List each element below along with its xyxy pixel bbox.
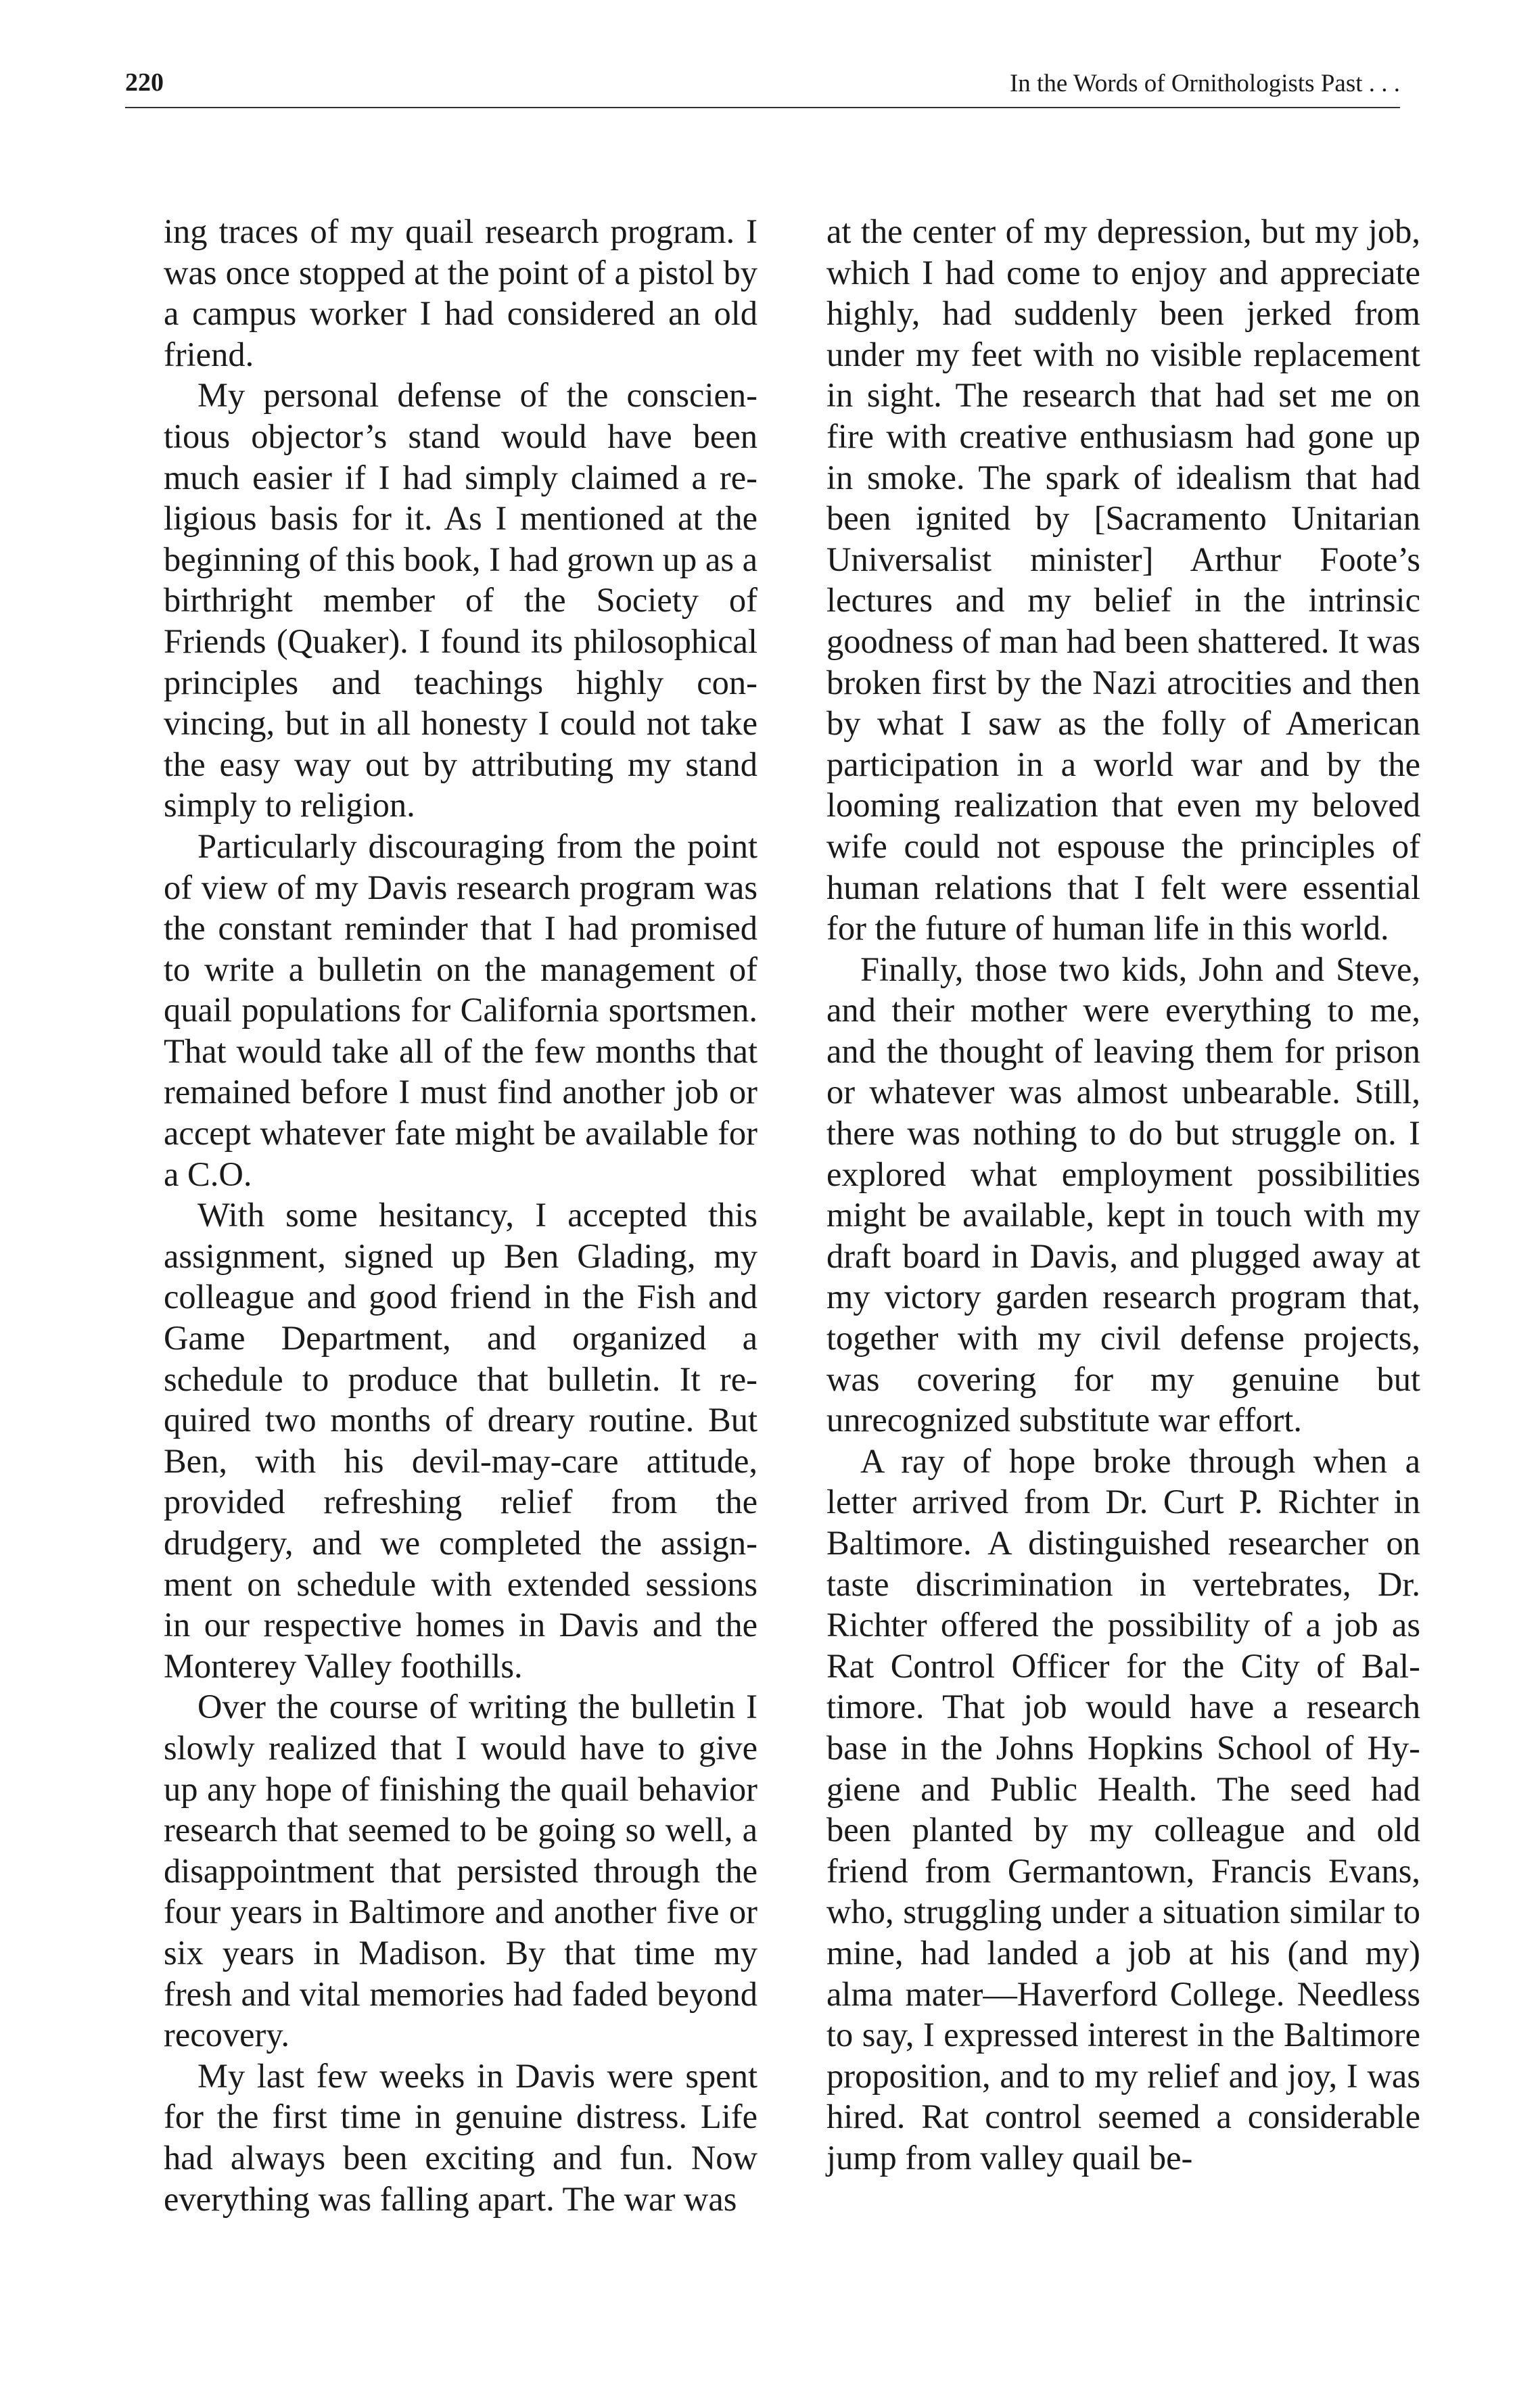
running-head-title: In the Words of Ornithologists Past . . . [1009,70,1400,97]
paragraph: With some hesitancy, I accepted this assignment, signed up Ben Glading, my colleague and good friend in the Fish and Game Department, and organized a schedule to produce that bulletin. It required two months of dreary routine. But Ben, with his devil-may-care attitude, provided refreshing relief from the drudgery, and we completed the assignment on schedule with extended sessions in our respective homes in Davis and the Monterey Valley foothills. [164,1196,758,1685]
paragraph: My last few weeks in Davis were spent for the first time in genuine distress. Life had always been exciting and fun. Now everything was falling apart. The war was [164,2056,758,2218]
running-header [125,65,1400,108]
paragraph: My personal defense of the conscientious objector’s stand would have been much easier if I had simply claimed a religious basis for it. As I mentioned at the beginning of this book, I had grown up as a birthright member of the Society of Friends (Quaker). I found its philosophical principles and teachings highly convincing, but in all honesty I could not take the easy way out by attributing my stand simply to religion. [164,376,758,825]
left-column [164,211,758,2219]
paragraph: ing traces of my quail research program. I was once stopped at the point of a pistol by a campus worker I had considered an old friend. [164,212,758,373]
paragraph: Over the course of writing the bulletin I slowly realized that I would have to give up any hope of finishing the quail behavior research that seemed to be going so well, a disappointment that persisted through the four years in Baltimore and another five or six years in Madison. By that time my fresh and vital memories had faded beyond recovery. [164,1688,758,2054]
right-column [826,211,1420,2179]
paragraph: A ray of hope broke through when a letter arrived from Dr. Curt P. Richter in Baltimore. A distinguished researcher on taste discrimination in vertebrates, Dr. Richter offered the possibility of a job as Rat Control Officer for the City of Baltimore. That job would have a research base in the Johns Hopkins School of Hygiene and Public Health. The seed had been planted by my colleague and old friend from Germantown, Francis Evans, who, struggling under a situation similar to mine, had landed a job at his (and my) alma mater—Haverford College. Needless to say, I expressed interest in the Baltimore proposition, and to my relief and joy, I was hired. Rat control seemed a considerable jump from valley quail be- [826,1441,1420,2177]
paragraph: at the center of my depression, but my job, which I had come to enjoy and appreciate highly, had suddenly been jerked from under my feet with no visible replacement in sight. The research that had set me on fire with creative enthusiasm had gone up in smoke. The spark of idealism that had been ignited by [Sacramento Unitarian Universalist minister] Arthur Foote’s lectures and my belief in the intrinsic goodness of man had been shattered. It was broken first by the Nazi atrocities and then by what I saw as the folly of American participation in a world war and by the looming realization that even my beloved wife could not espouse the principles of human relations that I felt were essential for the future of human life in this world. [826,212,1420,948]
paragraph: Finally, those two kids, John and Steve, and their mother were everything to me, and the thought of leaving them for prison or whatever was almost unbearable. Still, there was nothing to do but struggle on. I explored what employment possibilities might be available, kept in touch with my draft board in Davis, and plugged away at my victory garden research program that, together with my civil defense projects, was covering for my genuine but unrecognized substitute war effort. [826,950,1420,1439]
page-number: 220 [125,68,164,97]
paragraph: Particularly discouraging from the point of view of my Davis research program was the constant reminder that I had promised to write a bulletin on the management of quail populations for California sportsmen. That would take all of the few months that remained before I must find another job or accept whatever fate might be available for a C.O. [164,827,758,1193]
